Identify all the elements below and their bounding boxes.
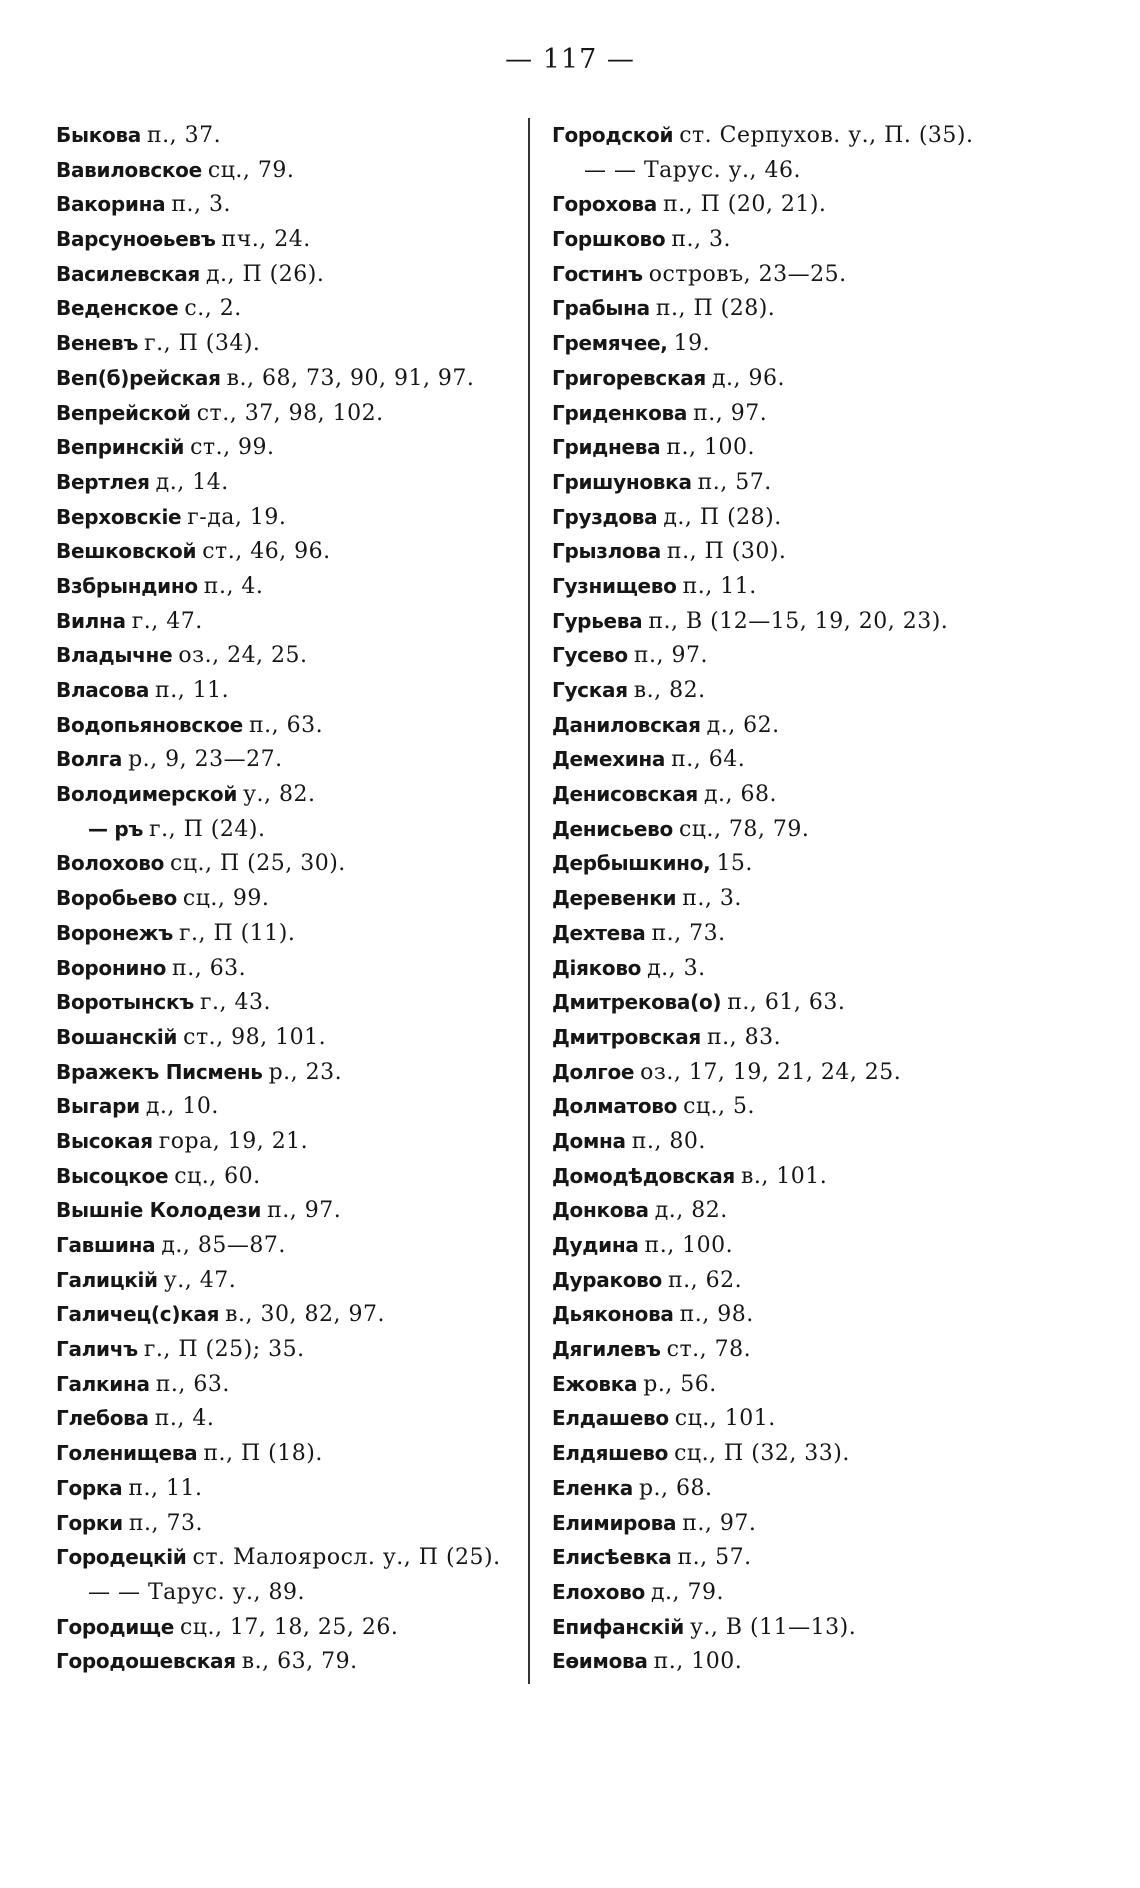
index-entry (552, 430, 1052, 465)
index-entry (552, 222, 1052, 257)
index-entry (56, 673, 516, 708)
index-entry (56, 291, 516, 326)
entry-references: п., 63. (248, 712, 324, 738)
entry-references: сц., 5. (683, 1094, 756, 1120)
entry-headword: Елдашево (552, 1406, 669, 1431)
entry-headword: Горшково (552, 227, 666, 252)
entry-references: п., 100. (653, 1649, 743, 1675)
index-entry (552, 396, 1052, 431)
entry-references: п., 63. (172, 955, 247, 981)
entry-references: р., 56. (643, 1371, 717, 1397)
index-entry (552, 1471, 1052, 1506)
entry-references: у., В (11—13). (689, 1614, 857, 1640)
entry-references: д., П (26). (205, 261, 325, 287)
entry-headword: Воротынскъ (56, 990, 194, 1015)
entry-references: д., 10. (145, 1094, 219, 1120)
index-column-right (552, 118, 1052, 1679)
entry-headword: Веневъ (56, 331, 139, 356)
entry-headword: Вавиловское (56, 157, 202, 182)
index-entry (552, 361, 1052, 396)
entry-references: п., 64. (671, 747, 746, 773)
entry-headword: Дмитровская (552, 1024, 701, 1049)
index-entry (552, 1020, 1052, 1055)
index-entry (56, 326, 516, 361)
index-entry (56, 638, 516, 673)
index-entry (552, 1401, 1052, 1436)
entry-references: п., П (28). (655, 296, 776, 322)
entry-references: в., 68, 73, 90, 91, 97. (226, 365, 475, 391)
entry-references: ст. Малояросл. у., П (25). (192, 1545, 501, 1571)
entry-headword: Дураково (552, 1267, 662, 1292)
index-entry (56, 1228, 516, 1263)
index-entry (56, 1540, 516, 1575)
index-entry (56, 1506, 516, 1541)
entry-headword: Взбрындино (56, 573, 198, 598)
entry-headword: Горка (56, 1475, 123, 1500)
entry-headword: Дмитрекова(о) (552, 990, 722, 1015)
entry-headword: Дягилевъ (552, 1337, 661, 1362)
index-entry (56, 569, 516, 604)
entry-references: г., 43. (200, 990, 271, 1016)
entry-references: п., 80. (631, 1128, 706, 1154)
entry-headword: Вакорина (56, 192, 166, 217)
entry-references: у., 47. (163, 1267, 237, 1293)
index-entry (552, 951, 1052, 986)
index-entry (552, 777, 1052, 812)
entry-headword: Домодѣдовская (552, 1163, 735, 1188)
entry-references: п., П (30). (666, 539, 787, 565)
index-entry (56, 742, 516, 777)
entry-references: р., 9, 23—27. (128, 747, 283, 773)
entry-references: п., 97. (267, 1198, 342, 1224)
index-entry (56, 951, 516, 986)
index-entry (552, 118, 1052, 153)
entry-headword: Быкова (56, 123, 141, 147)
entry-headword: Голенищева (56, 1441, 198, 1466)
entry-headword: Дудина (552, 1233, 639, 1257)
index-entry (56, 500, 516, 535)
entry-headword: Верховскіе (56, 504, 182, 529)
entry-references: п., 61, 63. (727, 990, 846, 1016)
entry-references: с., 2. (184, 296, 242, 322)
index-entry (552, 1436, 1052, 1471)
entry-headword: Гремячее, (552, 331, 668, 356)
entry-headword: Дьяконова (552, 1302, 674, 1327)
entry-references: п., 3. (171, 192, 231, 218)
entry-references: д., П (28). (663, 504, 782, 530)
entry-headword: Городище (56, 1614, 174, 1639)
entry-headword: Григоревская (552, 365, 706, 390)
entry-headword: Еленка (552, 1475, 633, 1500)
entry-references: ст., 98, 101. (183, 1024, 327, 1050)
index-entry (56, 985, 516, 1020)
index-entry (552, 257, 1052, 292)
entry-references: п., 100. (666, 435, 756, 461)
entry-headword: Гуская (552, 678, 628, 702)
entry-references: сц., 79. (207, 157, 295, 183)
entry-references: 15. (716, 851, 753, 877)
entry-headword: Володимерской (56, 782, 238, 807)
index-entry (56, 1332, 516, 1367)
index-entry (552, 985, 1052, 1020)
entry-references: п., 97. (682, 1510, 757, 1536)
index-entry (56, 1055, 516, 1090)
index-entry (56, 222, 516, 257)
entry-references: д., 96. (711, 365, 785, 391)
index-entry (56, 1124, 516, 1159)
index-entry (552, 1644, 1052, 1679)
index-entry (56, 1089, 516, 1124)
entry-references: гора, 19, 21. (158, 1128, 309, 1154)
entry-references: п., 3. (671, 227, 731, 253)
entry-references: п., П (18). (203, 1441, 323, 1467)
index-entry (552, 291, 1052, 326)
entry-references: г., П (24). (149, 816, 266, 842)
index-entry (56, 153, 516, 188)
entry-references: д., 79. (651, 1579, 725, 1605)
entry-headword: Высокая (56, 1128, 153, 1153)
index-entry (56, 361, 516, 396)
entry-headword: Дербышкино, (552, 851, 711, 876)
index-entry (56, 846, 516, 881)
entry-references: п., 73. (651, 920, 726, 946)
entry-headword: Елимирова (552, 1510, 677, 1535)
entry-references: островъ, 23—25. (648, 261, 847, 287)
entry-headword: Гришуновка (552, 469, 692, 494)
entry-headword: Грызлова (552, 539, 661, 564)
index-entry (552, 1297, 1052, 1332)
entry-headword: Еѳимова (552, 1649, 648, 1674)
entry-headword: Веденское (56, 296, 179, 321)
entry-headword: Епифанскій (552, 1614, 684, 1639)
entry-references: ст. Серпухов. у., П. (35). (679, 123, 974, 148)
entry-headword: Долгое (552, 1059, 635, 1084)
entry-references: сц., 99. (182, 886, 270, 912)
entry-headword: Выгари (56, 1094, 140, 1119)
entry-headword: — ръ (88, 816, 144, 841)
entry-references: р., 23. (268, 1059, 343, 1085)
entry-references: п., 57. (677, 1545, 752, 1571)
entry-headword: Горохова (552, 192, 657, 217)
index-entry (552, 534, 1052, 569)
entry-headword: Вилна (56, 608, 126, 633)
entry-references: в., 30, 82, 97. (225, 1302, 385, 1328)
index-entry (56, 1644, 516, 1679)
index-entry (552, 1506, 1052, 1541)
index-column-left (56, 118, 516, 1679)
entry-headword: Воронежъ (56, 920, 173, 945)
entry-references: сц., 17, 18, 25, 26. (179, 1614, 399, 1640)
entry-references: п., 37. (147, 123, 222, 148)
entry-references: г., П (25); 35. (143, 1337, 305, 1363)
entry-references: сц., 101. (674, 1406, 776, 1432)
index-entry (56, 916, 516, 951)
entry-headword: Вышніе Колодези (56, 1198, 262, 1223)
index-entry (56, 1436, 516, 1471)
entry-references: г-да, 19. (187, 504, 287, 530)
index-entry (56, 708, 516, 743)
entry-headword: Вешковской (56, 539, 197, 564)
index-entry (552, 1228, 1052, 1263)
index-entry (552, 569, 1052, 604)
entry-headword: Вепрейской (56, 400, 191, 425)
entry-references: п., 57. (697, 469, 772, 495)
index-entry (552, 1124, 1052, 1159)
entry-references: сц., П (32, 33). (674, 1441, 850, 1467)
entry-headword: Елисѣевка (552, 1545, 672, 1570)
entry-references: г., П (11). (178, 920, 296, 946)
entry-headword: Волохово (56, 851, 165, 876)
entry-headword: Городецкій (56, 1545, 187, 1570)
index-entry (552, 812, 1052, 847)
index-entry (552, 1540, 1052, 1575)
entry-references: п., 83. (706, 1024, 782, 1050)
entry-headword: Гавшина (56, 1233, 156, 1257)
index-entry (552, 638, 1052, 673)
entry-headword: Василевская (56, 261, 200, 286)
entry-headword: Демехина (552, 747, 666, 772)
index-entry (552, 326, 1052, 361)
entry-references: п., 4. (154, 1406, 215, 1432)
entry-headword: Денисовская (552, 782, 698, 807)
entry-references: р., 68. (638, 1475, 713, 1501)
entry-references: п., 11. (155, 678, 230, 703)
entry-headword: Деревенки (552, 886, 677, 911)
entry-references: д., 68. (703, 782, 777, 808)
index-entry (552, 1159, 1052, 1194)
entry-references: п., 4. (203, 573, 264, 599)
entry-headword: Елохово (552, 1579, 645, 1604)
column-divider (528, 118, 530, 1684)
entry-references: ст., 37, 98, 102. (196, 400, 384, 426)
entry-headword: Волга (56, 747, 123, 772)
entry-headword: Долматово (552, 1094, 678, 1119)
entry-headword: Дехтева (552, 920, 646, 945)
entry-headword: Гостинъ (552, 261, 643, 286)
entry-references: сц., П (25, 30). (170, 851, 346, 877)
entry-headword: Ежовка (552, 1371, 638, 1396)
entry-headword: Даниловская (552, 712, 701, 737)
index-entry (552, 1055, 1052, 1090)
entry-headword: Вертлея (56, 469, 150, 494)
entry-headword: Высоцкое (56, 1163, 169, 1188)
index-entry (552, 1332, 1052, 1367)
index-entry (552, 846, 1052, 881)
index-entry (56, 1297, 516, 1332)
index-entry (56, 1263, 516, 1298)
entry-references: п., 11. (128, 1475, 203, 1501)
index-entry (552, 1575, 1052, 1610)
index-entry (56, 777, 516, 812)
entry-references: п., 3. (682, 886, 742, 912)
entry-headword: Воробьево (56, 886, 177, 911)
index-entry (552, 1367, 1052, 1402)
entry-headword: Водопьяновское (56, 712, 243, 737)
index-entry (552, 742, 1052, 777)
index-entry (56, 118, 516, 153)
index-entry (56, 604, 516, 639)
index-entry (56, 812, 516, 847)
entry-headword: Грабына (552, 296, 650, 321)
entry-references: пч., 24. (221, 227, 311, 253)
entry-headword: Гриденкова (552, 400, 688, 425)
index-entry (552, 881, 1052, 916)
entry-references: сц., 60. (174, 1163, 261, 1189)
index-entry (56, 1610, 516, 1645)
entry-references: п., 97. (693, 400, 768, 426)
entry-references: в., 101. (740, 1163, 828, 1189)
entry-references: г., П (34). (144, 331, 261, 357)
entry-headword: Городской (552, 123, 674, 147)
index-entry (552, 153, 1052, 188)
index-entry (56, 187, 516, 222)
index-entry (552, 1193, 1052, 1228)
index-entry (56, 1401, 516, 1436)
entry-references: п., 97. (633, 643, 708, 669)
entry-headword: Варсуноѳьевъ (56, 227, 216, 252)
entry-headword: Гриднева (552, 435, 661, 460)
entry-references: д., 14. (155, 469, 229, 495)
entry-references: д., 85—87. (161, 1233, 286, 1258)
index-entry (56, 465, 516, 500)
entry-references: в., 63, 79. (241, 1649, 358, 1675)
entry-headword: Домна (552, 1128, 626, 1153)
entry-headword: Вражекъ Писмень (56, 1059, 263, 1084)
entry-headword: Вепринскій (56, 435, 185, 460)
entry-references: сц., 78, 79. (678, 816, 810, 842)
index-entry (56, 430, 516, 465)
index-entry (552, 465, 1052, 500)
entry-references: п., В (12—15, 19, 20, 23). (648, 608, 949, 634)
entry-references: ст., 46, 96. (202, 539, 331, 565)
index-entry (56, 534, 516, 569)
index-entry (56, 881, 516, 916)
index-entry (552, 916, 1052, 951)
entry-headword: Галичъ (56, 1337, 138, 1362)
index-entry (552, 1263, 1052, 1298)
entry-headword: Галицкій (56, 1267, 158, 1292)
entry-references: п., 100. (644, 1233, 734, 1258)
index-entry (56, 1020, 516, 1055)
entry-headword: Донкова (552, 1198, 649, 1223)
entry-headword: Груздова (552, 504, 658, 529)
index-entry (56, 1471, 516, 1506)
index-entry (552, 1610, 1052, 1645)
index-entry (56, 1193, 516, 1228)
entry-headword: Вошанскій (56, 1024, 178, 1049)
index-entry (552, 1089, 1052, 1124)
entry-references: оз., 17, 19, 21, 24, 25. (640, 1059, 902, 1085)
entry-references: — — Тарус. у., 89. (88, 1579, 306, 1605)
index-entry (552, 500, 1052, 535)
entry-headword: Галичец(с)кая (56, 1302, 220, 1327)
index-entry (552, 604, 1052, 639)
entry-headword: Галкина (56, 1371, 150, 1396)
entry-references: п., П (20, 21). (662, 192, 827, 218)
entry-headword: Елдяшево (552, 1441, 669, 1466)
entry-headword: Веп(б)рейская (56, 365, 221, 390)
entry-headword: Владычне (56, 643, 173, 668)
entry-headword: Гусево (552, 643, 628, 668)
page-number: — 117 — (505, 44, 635, 75)
entry-references: оз., 24, 25. (178, 643, 308, 669)
entry-headword: Гурьева (552, 608, 643, 633)
index-entry (552, 708, 1052, 743)
index-entry (552, 187, 1052, 222)
entry-headword: Денисьево (552, 816, 673, 841)
entry-references: д., 62. (706, 712, 780, 738)
entry-headword: Діяково (552, 955, 642, 980)
entry-references: д., 82. (654, 1198, 728, 1224)
index-entry (56, 1159, 516, 1194)
entry-headword: Городошевская (56, 1649, 236, 1674)
entry-references: в., 82. (633, 678, 706, 703)
entry-references: ст., 78. (666, 1337, 752, 1363)
index-entry (56, 1367, 516, 1402)
entry-headword: Воронино (56, 955, 167, 980)
entry-headword: Горки (56, 1510, 123, 1535)
entry-references: ст., 99. (190, 435, 275, 461)
entry-references: 19. (673, 331, 711, 357)
index-entry (56, 257, 516, 292)
entry-references: п., 62. (667, 1267, 743, 1293)
entry-references: у., 82. (243, 782, 316, 808)
entry-references: п., 11. (682, 573, 757, 599)
entry-references: д., 3. (647, 955, 706, 981)
entry-references: п., 63. (155, 1371, 230, 1397)
entry-references: — — Тарус. у., 46. (584, 157, 802, 183)
entry-references: п., 98. (679, 1302, 754, 1328)
entry-references: п., 73. (128, 1510, 204, 1536)
index-entry (552, 673, 1052, 708)
index-entry (56, 396, 516, 431)
index-entry (56, 1575, 516, 1610)
entry-references: г., 47. (131, 608, 203, 634)
entry-headword: Гузнищево (552, 573, 677, 598)
entry-headword: Глебова (56, 1406, 149, 1431)
entry-headword: Власова (56, 678, 150, 702)
